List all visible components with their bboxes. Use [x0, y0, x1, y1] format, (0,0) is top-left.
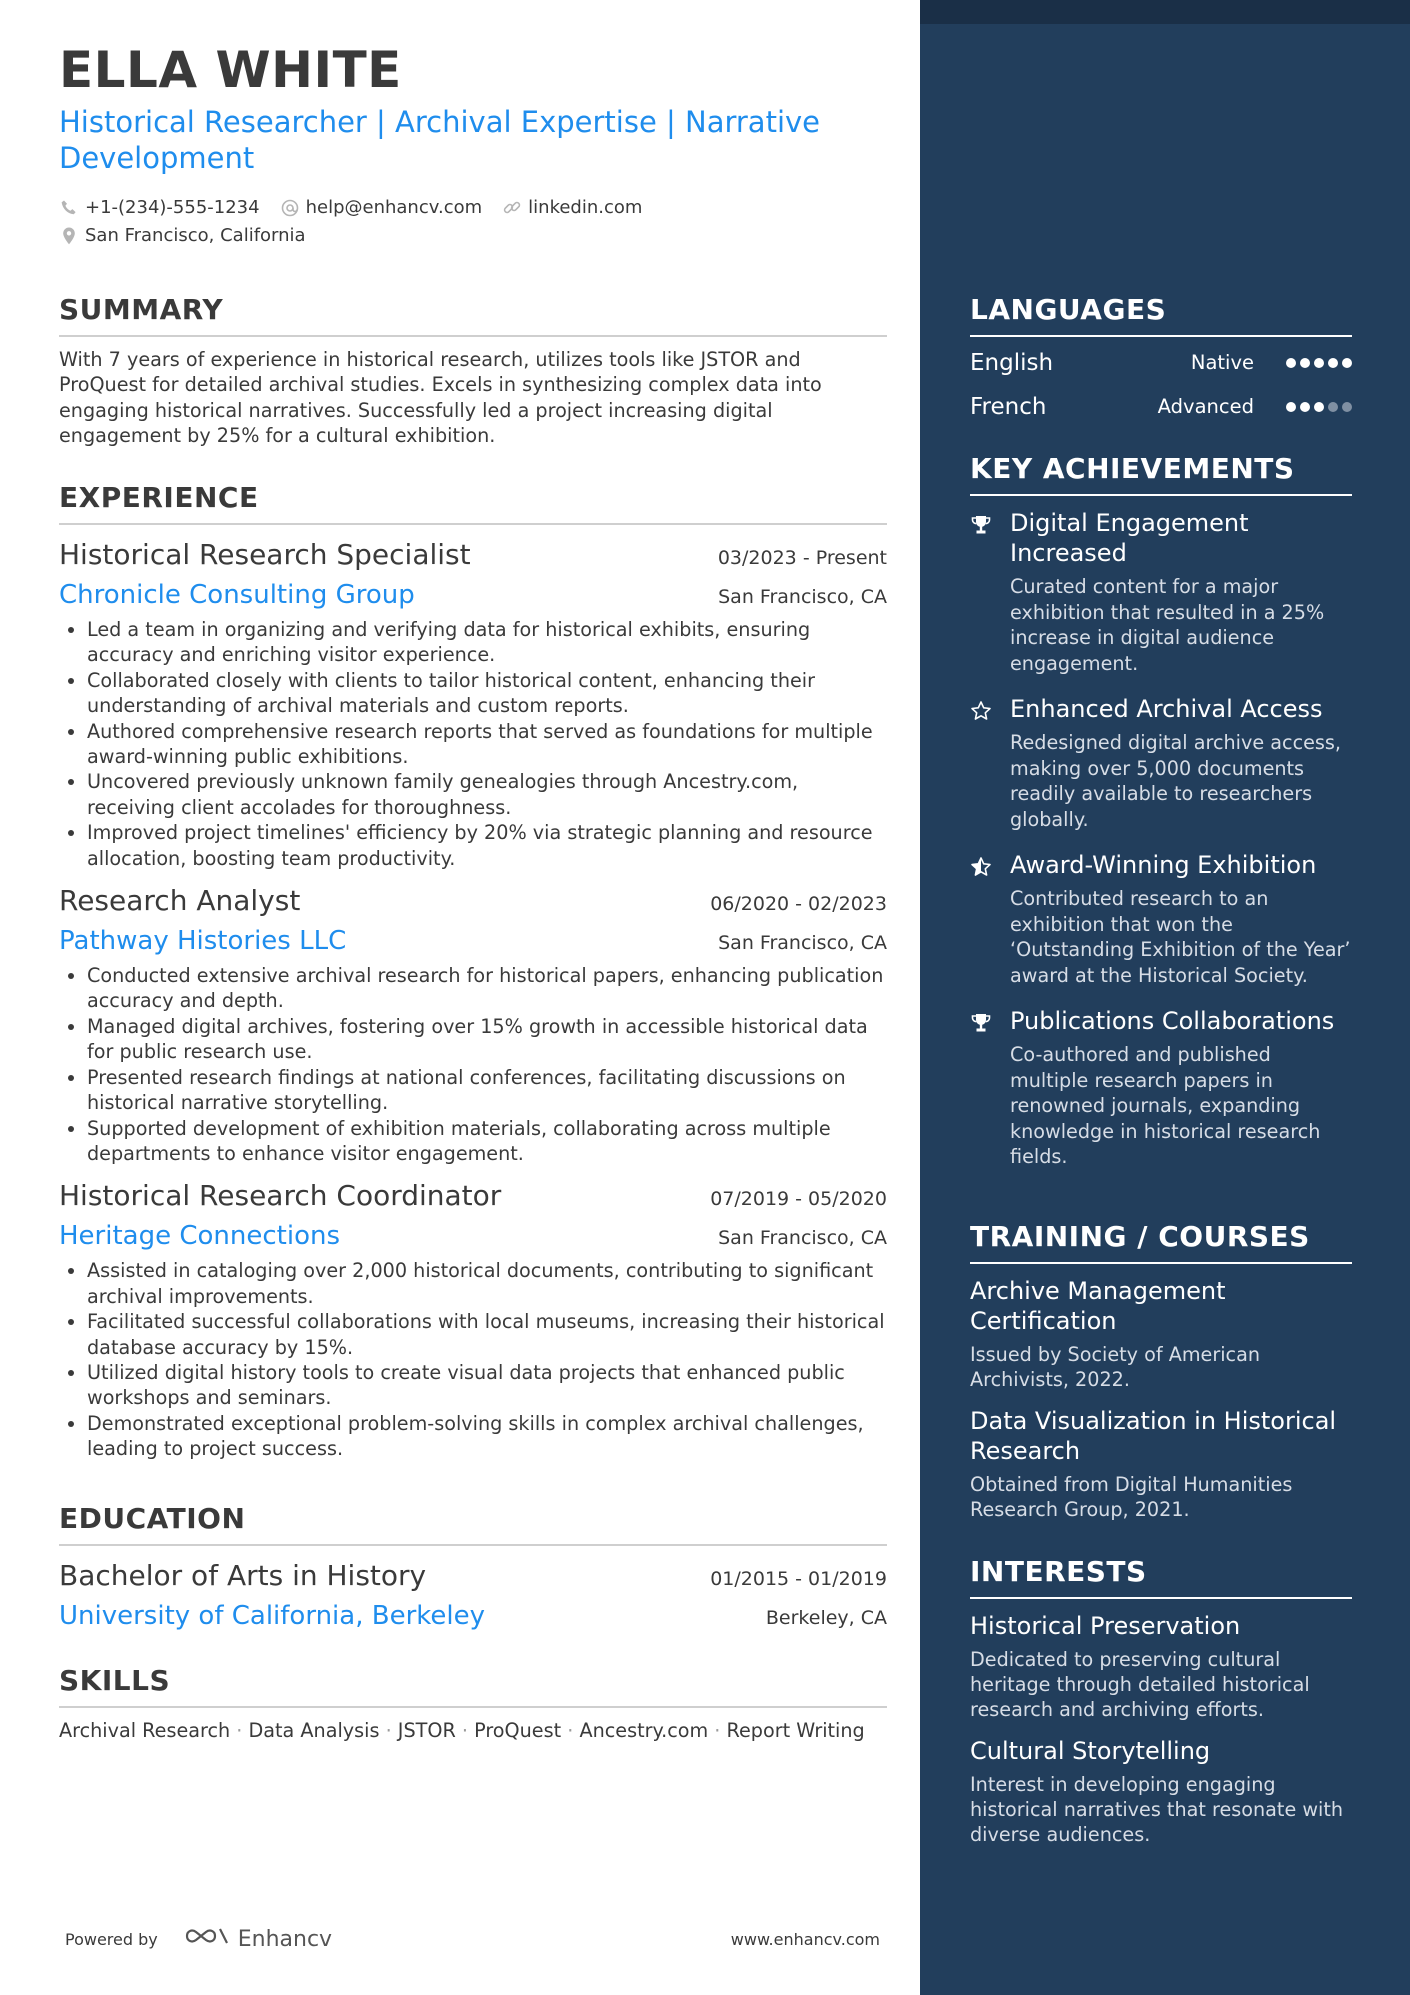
language-level: Advanced — [1157, 395, 1254, 418]
job-entry — [59, 1176, 887, 1461]
company-name: Heritage Connections — [59, 1221, 341, 1252]
interest-item — [970, 1736, 1352, 1847]
headline: Historical Researcher | Archival Expertise | Narrative Development — [59, 105, 821, 175]
job-title: Research Analyst — [59, 884, 301, 918]
bullet-item: • Facilitated successful collaborations with local museums, increasing their historical database accuracy by 15%. — [87, 1309, 887, 1360]
achievements-title: KEY ACHIEVEMENTS — [970, 452, 1352, 496]
job-location: San Francisco, CA — [718, 1227, 887, 1250]
course-item — [970, 1276, 1352, 1392]
footer — [65, 1925, 880, 1953]
bullet-item: • Demonstrated exceptional problem-solving skills in complex archival challenges, leading to project success. — [87, 1411, 887, 1462]
email-text: help@enhancv.com — [305, 197, 483, 218]
language-item — [970, 385, 1352, 429]
dot-filled — [1300, 358, 1310, 368]
skills-title: SKILLS — [59, 1664, 887, 1708]
course-desc: Obtained from Digital Humanities Research Group, 2021. — [970, 1473, 1293, 1521]
linkedin-contact[interactable] — [502, 194, 642, 222]
sidebar — [920, 0, 1410, 1995]
sidebar-top-strip — [920, 0, 1410, 24]
powered-by — [65, 1925, 332, 1953]
footer-url[interactable]: www.enhancv.com — [730, 1929, 880, 1949]
achievement-title: Digital Engagement Increased — [1010, 509, 1249, 567]
bullet-item: • Collaborated closely with clients to tailor historical content, enhancing their understanding of archival materials and custom reports. — [87, 668, 887, 719]
job-bullets — [59, 1258, 887, 1461]
job-bullets — [59, 617, 887, 871]
language-name: French — [970, 394, 1047, 420]
bullet-item: • Managed digital archives, fostering over 15% growth in accessible historical data for public research use. — [87, 1014, 887, 1065]
interests-title: INTERESTS — [970, 1555, 1352, 1599]
job-location: San Francisco, CA — [718, 586, 887, 608]
achievement-item — [970, 850, 1352, 988]
trophy-icon — [970, 508, 1010, 676]
resume-header — [59, 40, 887, 250]
location-contact — [59, 222, 306, 250]
degree-title: Bachelor of Arts in History — [59, 1559, 427, 1592]
infinity-logo-icon — [184, 1925, 230, 1953]
skill-item: JSTOR — [397, 1719, 456, 1742]
dot-filled — [1314, 402, 1324, 412]
course-item — [970, 1406, 1352, 1522]
bullet-item: • Supported development of exhibition materials, collaborating across multiple departments to enhance visitor engagement. — [87, 1116, 887, 1167]
dot-filled — [1286, 358, 1296, 368]
dot-filled — [1300, 402, 1310, 412]
bullet-item: • Uncovered previously unknown family genealogies through Ancestry.com, receiving client accolades for thoroughness. — [87, 769, 887, 820]
experience-title: EXPERIENCE — [59, 481, 887, 525]
achievement-item — [970, 694, 1352, 832]
bullet-item: • Conducted extensive archival research for historical papers, enhancing publication accuracy and depth. — [87, 963, 887, 1014]
skill-separator: · — [461, 1719, 475, 1742]
achievement-item — [970, 508, 1352, 676]
skill-item: ProQuest — [474, 1719, 562, 1742]
star-half-icon — [970, 850, 1010, 988]
skill-item: Ancestry.com — [579, 1719, 709, 1742]
education-entry — [59, 1556, 887, 1636]
achievement-desc: Redesigned digital archive access, making over 5,000 documents readily available to researchers globally. — [1010, 731, 1342, 831]
school-name: University of California, Berkeley — [59, 1601, 485, 1631]
powered-by-label: Powered by — [65, 1929, 158, 1949]
achievements-section — [970, 452, 1352, 1170]
location-text: San Francisco, California — [85, 225, 306, 246]
linkedin-text: linkedin.com — [528, 197, 643, 218]
skill-separator: · — [385, 1719, 398, 1742]
summary-title: SUMMARY — [59, 293, 887, 337]
link-icon — [502, 198, 522, 218]
interest-desc: Interest in developing engaging historical narratives that resonate with diverse audiences. — [970, 1773, 1344, 1846]
job-entry — [59, 535, 887, 871]
dot-empty — [1342, 402, 1352, 412]
course-title: Archive Management Certification — [970, 1277, 1226, 1335]
trophy-icon — [970, 1006, 1010, 1170]
phone-contact[interactable] — [59, 194, 260, 222]
language-name: English — [970, 350, 1054, 376]
training-title: TRAINING / COURSES — [970, 1220, 1352, 1264]
interest-desc: Dedicated to preserving cultural heritage through detailed historical research and archiving efforts. — [970, 1648, 1310, 1721]
training-section — [970, 1220, 1352, 1522]
education-section — [59, 1502, 887, 1636]
experience-section — [59, 481, 887, 1462]
interest-item — [970, 1611, 1352, 1722]
proficiency-dots — [1286, 358, 1352, 368]
bullet-item: • Assisted in cataloging over 2,000 historical documents, contributing to significant archival improvements. — [87, 1258, 887, 1309]
skill-separator: · — [567, 1719, 580, 1742]
achievement-desc: Contributed research to an exhibition that won the ‘Outstanding Exhibition of the Year’ award at the Historical Society. — [1010, 887, 1351, 987]
bullet-item: • Led a team in organizing and verifying data for historical exhibits, ensuring accuracy and enriching visitor experience. — [87, 617, 887, 668]
job-bullets — [59, 963, 887, 1166]
job-location: San Francisco, CA — [718, 932, 887, 955]
bullet-item: • Improved project timelines' efficiency by 20% via strategic planning and resource allocation, boosting team productivity. — [87, 820, 887, 871]
dot-filled — [1314, 358, 1324, 368]
achievement-title: Enhanced Archival Access — [1010, 695, 1323, 723]
skills-section — [59, 1664, 887, 1744]
summary-text: With 7 years of experience in historical research, utilizes tools like JSTOR and ProQuest for detailed archival studies. Excels in synthesizing complex data into engaging historical narratives. Successfully led a project increasing digital engagement by 25% for a cultural exhibition. — [59, 348, 822, 448]
job-dates: 03/2023 - Present — [717, 547, 887, 569]
email-contact[interactable] — [280, 194, 483, 222]
bullet-item: • Authored comprehensive research reports that served as foundations for multiple award-winning public exhibitions. — [87, 719, 887, 770]
candidate-name: ELLA WHITE — [59, 41, 402, 99]
job-dates: 06/2020 - 02/2023 — [710, 893, 887, 916]
languages-title: LANGUAGES — [970, 293, 1352, 337]
achievement-item — [970, 1006, 1352, 1170]
skills-list — [59, 1718, 887, 1744]
dot-filled — [1342, 358, 1352, 368]
job-title: Historical Research Coordinator — [59, 1179, 502, 1213]
achievement-desc: Co-authored and published multiple research papers in renowned journals, expanding knowledge in historical research fields. — [1010, 1043, 1321, 1168]
interest-title: Historical Preservation — [970, 1612, 1241, 1640]
job-dates: 07/2019 - 05/2020 — [710, 1188, 887, 1211]
brand-name: Enhancv — [237, 1926, 333, 1952]
course-title: Data Visualization in Historical Research — [970, 1407, 1337, 1465]
bullet-item: • Presented research findings at national conferences, facilitating discussions on historical narrative storytelling. — [87, 1065, 887, 1116]
languages-section — [970, 293, 1352, 429]
company-name: Chronicle Consulting Group — [59, 580, 415, 610]
interest-title: Cultural Storytelling — [970, 1737, 1211, 1765]
bullet-item: • Utilized digital history tools to create visual data projects that enhanced public workshops and seminars. — [87, 1360, 887, 1411]
summary-section — [59, 293, 887, 449]
achievement-title: Award-Winning Exhibition — [1010, 851, 1317, 879]
location-pin-icon — [59, 226, 79, 246]
proficiency-dots — [1286, 402, 1352, 412]
skill-separator: · — [236, 1719, 249, 1742]
achievement-title: Publications Collaborations — [1010, 1007, 1335, 1035]
phone-text: +1-(234)-555-1234 — [85, 197, 260, 218]
at-sign-icon — [280, 198, 300, 218]
achievement-desc: Curated content for a major exhibition that resulted in a 25% increase in digital audience engagement. — [1010, 575, 1325, 675]
interests-section — [970, 1555, 1352, 1847]
skill-item: Report Writing — [726, 1719, 865, 1742]
contact-info — [59, 194, 887, 250]
job-title: Historical Research Specialist — [59, 538, 471, 571]
education-title: EDUCATION — [59, 1502, 887, 1546]
skill-item: Archival Research — [59, 1719, 231, 1742]
company-name: Pathway Histories LLC — [59, 926, 347, 957]
language-level: Native — [1190, 351, 1254, 374]
dot-empty — [1328, 402, 1338, 412]
job-entry — [59, 881, 887, 1166]
dot-filled — [1286, 402, 1296, 412]
language-item — [970, 341, 1352, 385]
skill-separator: · — [714, 1719, 727, 1742]
star-outline-icon — [970, 694, 1010, 832]
skill-item: Data Analysis — [248, 1719, 380, 1742]
education-dates: 01/2015 - 01/2019 — [710, 1568, 887, 1590]
phone-icon — [59, 198, 79, 218]
dot-filled — [1328, 358, 1338, 368]
education-location: Berkeley, CA — [765, 1607, 887, 1629]
course-desc: Issued by Society of American Archivists, 2022. — [970, 1343, 1261, 1391]
brand-logo[interactable] — [184, 1925, 332, 1953]
